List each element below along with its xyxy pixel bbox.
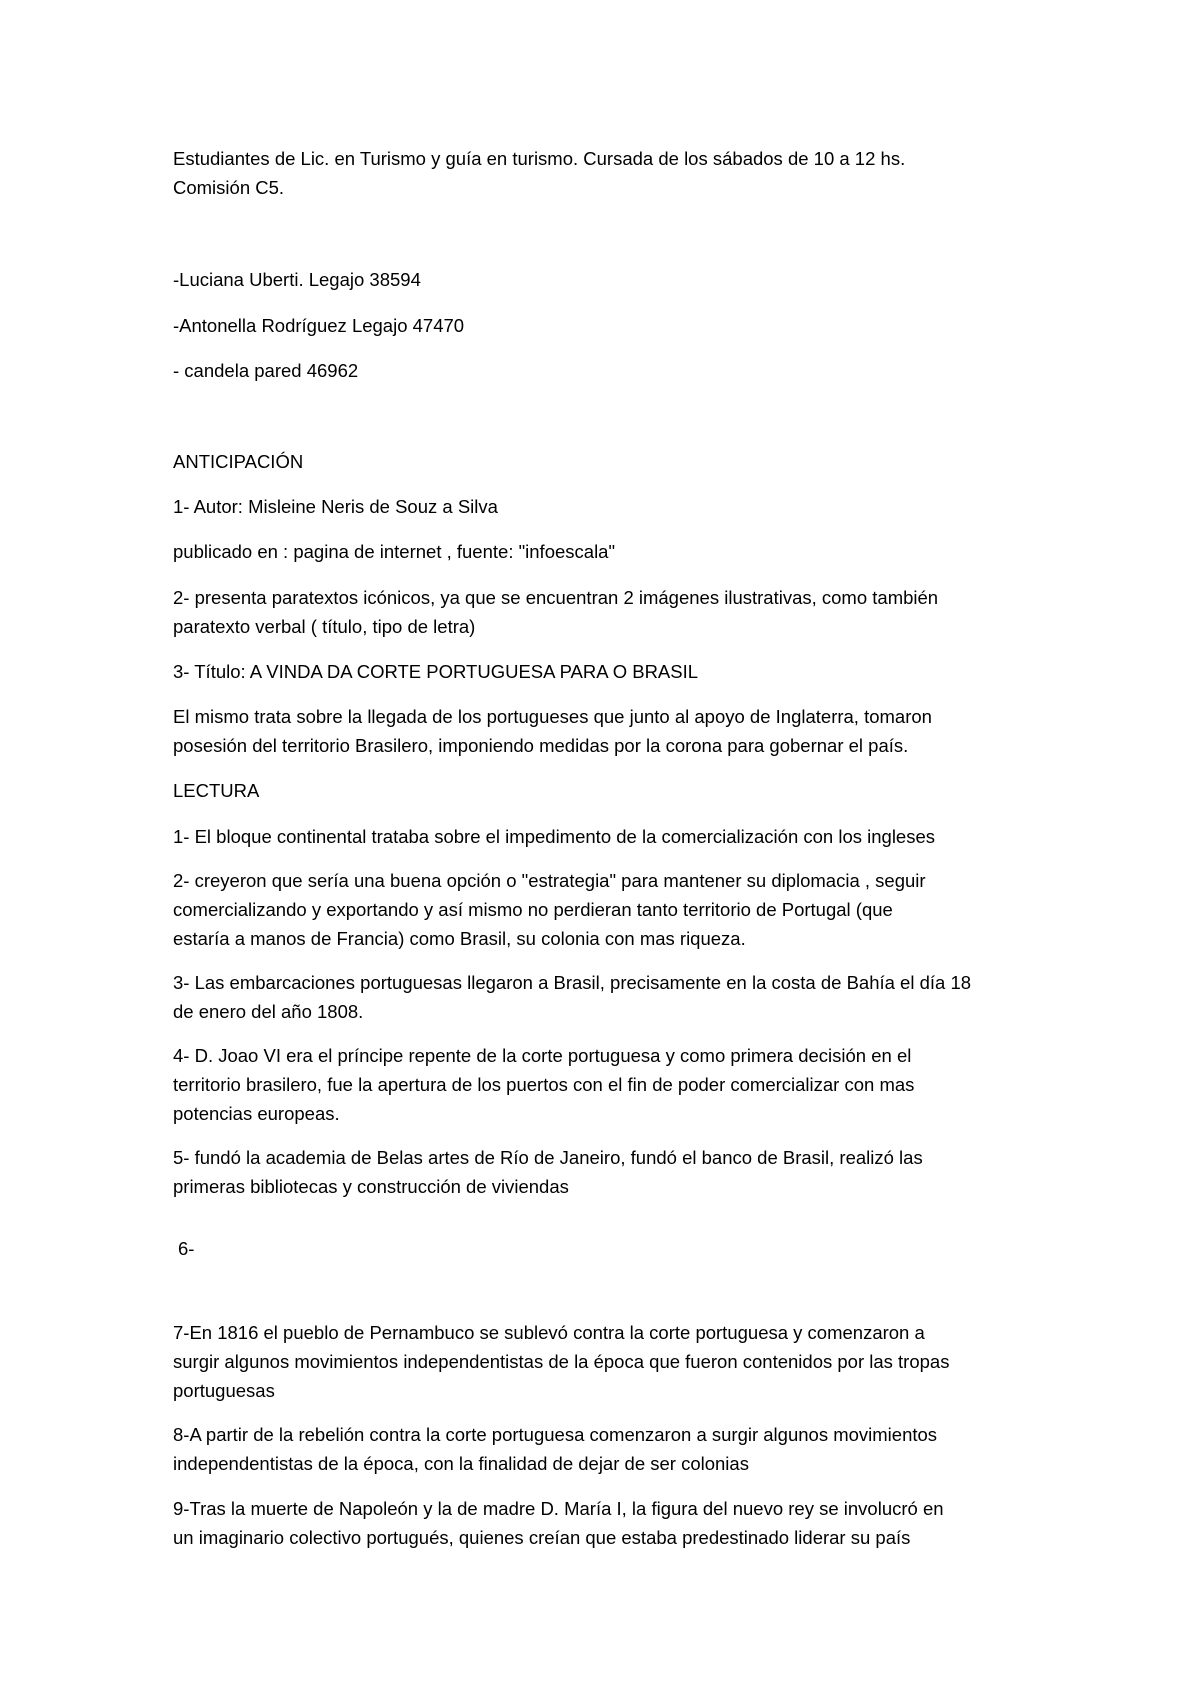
lectura-item-2 — [173, 866, 1053, 953]
lectura-item-8-line-2: independentistas de la época, con la finalidad de dejar de ser colonias — [173, 1453, 749, 1474]
anticipacion-published: publicado en : pagina de internet , fuente: "infoescala" — [173, 541, 616, 562]
lectura-item-7-line-2: surgir algunos movimientos independentistas de la época que fueron contenidos por las tropas — [173, 1351, 950, 1372]
lectura-item-8 — [173, 1420, 1053, 1478]
lectura-item-5-line-2: primeras bibliotecas y construcción de viviendas — [173, 1176, 569, 1197]
lectura-item-3-line-2: de enero del año 1808. — [173, 1001, 364, 1022]
lectura-item-3-line-1: 3- Las embarcaciones portuguesas llegaron a Brasil, precisamente en la costa de Bahía el día 18 — [173, 972, 972, 993]
lectura-item-4-line-2: territorio brasilero, fue la apertura de los puertos con el fin de poder comercializar con mas — [173, 1074, 915, 1095]
header-line-2: Comisión C5. — [173, 177, 285, 198]
lectura-item-1: 1- El bloque continental trataba sobre el impedimento de la comercialización con los ingleses — [173, 826, 936, 847]
anticipacion-summary-line-2: posesión del territorio Brasilero, imponiendo medidas por la corona para gobernar el país. — [173, 735, 909, 756]
lectura-item-5 — [173, 1143, 1053, 1201]
header-paragraph — [173, 144, 1053, 202]
anticipacion-item-2 — [173, 583, 1053, 641]
lectura-item-2-line-1: 2- creyeron que sería una buena opción o "estrategia" para mantener su diplomacia , seguir — [173, 870, 926, 891]
anticipacion-heading: ANTICIPACIÓN — [173, 451, 304, 472]
lectura-item-8-line-1: 8-A partir de la rebelión contra la corte portuguesa comenzaron a surgir algunos movimientos — [173, 1424, 938, 1445]
lectura-heading: LECTURA — [173, 780, 260, 801]
lectura-item-4-line-3: potencias europeas. — [173, 1103, 340, 1124]
lectura-item-9-line-2: un imaginario colectivo portugués, quienes creían que estaba predestinado liderar su país — [173, 1527, 911, 1548]
member-3: - candela pared 46962 — [173, 360, 359, 381]
lectura-item-7-line-1: 7-En 1816 el pueblo de Pernambuco se sublevó contra la corte portuguesa y comenzaron a — [173, 1322, 925, 1343]
lectura-item-7 — [173, 1318, 1053, 1405]
anticipacion-summary — [173, 702, 1053, 760]
anticipacion-item-1: 1- Autor: Misleine Neris de Souz a Silva — [173, 496, 498, 517]
member-1: -Luciana Uberti. Legajo 38594 — [173, 269, 421, 290]
anticipacion-summary-line-1: El mismo trata sobre la llegada de los portugueses que junto al apoyo de Inglaterra, tomaron — [173, 706, 932, 727]
lectura-item-9 — [173, 1494, 1053, 1552]
anticipacion-item-3: 3- Título: A VINDA DA CORTE PORTUGUESA PARA O BRASIL — [173, 661, 699, 682]
lectura-item-3 — [173, 968, 1053, 1026]
lectura-item-2-line-3: estaría a manos de Francia) como Brasil, su colonia con mas riqueza. — [173, 928, 746, 949]
lectura-item-4 — [173, 1041, 1053, 1128]
member-2: -Antonella Rodríguez Legajo 47470 — [173, 315, 465, 336]
lectura-item-5-line-1: 5- fundó la academia de Belas artes de Río de Janeiro, fundó el banco de Brasil, realizó las — [173, 1147, 923, 1168]
anticipacion-item-2-line-1: 2- presenta paratextos icónicos, ya que se encuentran 2 imágenes ilustrativas, como también — [173, 587, 939, 608]
lectura-item-2-line-2: comercializando y exportando y así mismo no perdieran tanto territorio de Portugal (que — [173, 899, 893, 920]
anticipacion-item-2-line-2: paratexto verbal ( título, tipo de letra) — [173, 616, 476, 637]
lectura-item-9-line-1: 9-Tras la muerte de Napoleón y la de madre D. María I, la figura del nuevo rey se involucró en — [173, 1498, 944, 1519]
lectura-item-4-line-1: 4- D. Joao VI era el príncipe repente de la corte portuguesa y como primera decisión en el — [173, 1045, 912, 1066]
lectura-item-7-line-3: portuguesas — [173, 1380, 275, 1401]
lectura-item-6: 6- — [178, 1238, 195, 1259]
header-line-1: Estudiantes de Lic. en Turismo y guía en turismo. Cursada de los sábados de 10 a 12 hs. — [173, 148, 906, 169]
